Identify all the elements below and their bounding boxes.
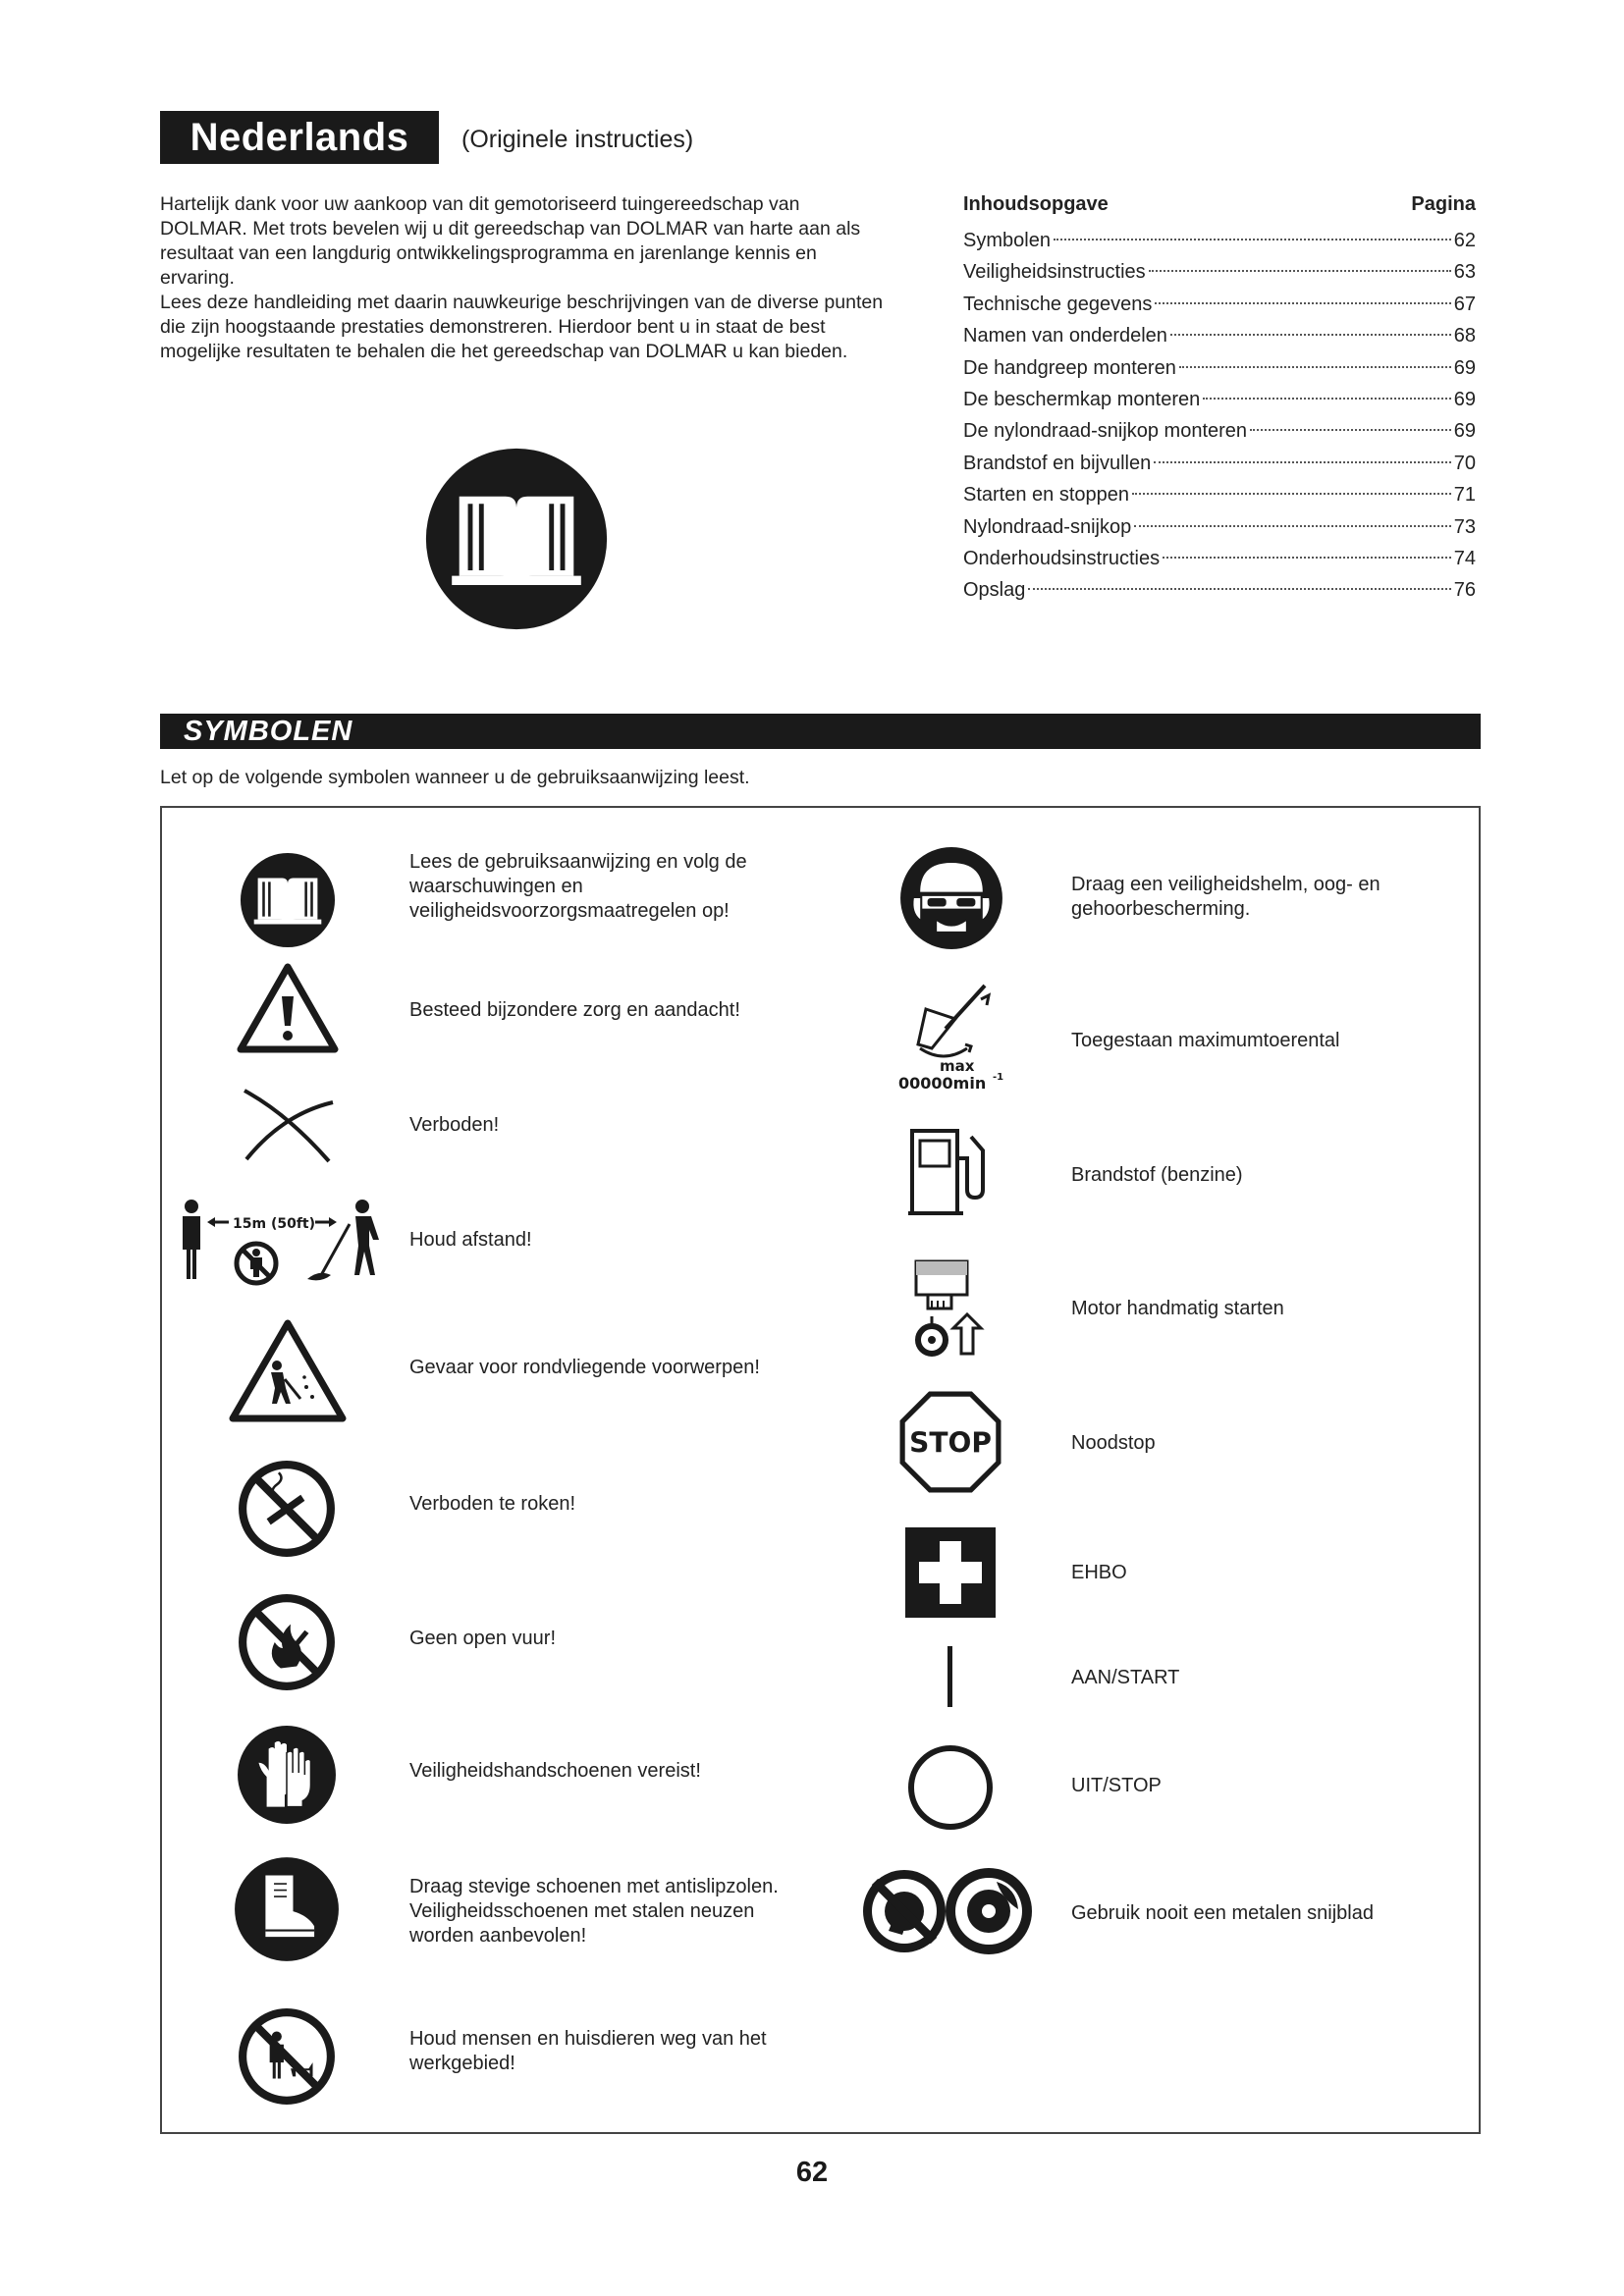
toc-leader-dots [1155,302,1450,304]
toc-item-label: Namen van onderdelen [963,325,1167,347]
symbol-text-stop: Noodstop [1071,1432,1156,1454]
toc-header [963,192,1476,225]
toc-row [963,289,1476,320]
toc-item-page: 63 [1453,261,1476,284]
warning-triangle-icon [237,963,339,1053]
toc-page-label: Pagina [1411,193,1476,215]
symbol-text-off-stop: UIT/STOP [1071,1775,1162,1796]
toc-item-page: 69 [1453,388,1476,410]
section-intro: Let op de volgende symbolen wanneer u de gebruiksaanwijzing leest. [160,767,750,788]
toc-item-label: Veiligheidsinstructies [963,261,1146,284]
symbol-text-no-fire: Geen open vuur! [409,1628,556,1649]
toc-row [963,384,1476,415]
toc-leader-dots [1170,334,1451,336]
max-speed-icon [896,980,1006,1097]
toc-item-label: De nylondraad-snijkop monteren [963,420,1248,443]
toc-leader-dots [1054,239,1451,240]
toc-item-page: 71 [1453,484,1476,507]
toc-item-label: Nylondraad-snijkop [963,515,1132,538]
toc-leader-dots [1028,588,1450,590]
symbol-text-max-speed: Toegestaan maximumtoerental [1071,1030,1340,1051]
toc-list [963,225,1476,607]
no-smoking-icon [237,1459,337,1559]
symbols-box [160,806,1481,2134]
toc-leader-dots [1203,398,1451,400]
symbol-text-fuel: Brandstof (benzine) [1071,1164,1243,1186]
boots-icon [234,1856,340,1962]
max-label: max [940,1057,975,1075]
symbol-text-manual-start: Motor handmatig starten [1071,1298,1284,1319]
section-title: SYMBOLEN [184,716,353,747]
rpm-superscript: -1 [993,1072,1004,1083]
flying-objects-icon [228,1318,348,1424]
no-people-animals-icon [237,2006,337,2107]
toc-leader-dots [1149,270,1451,272]
symbol-text-helmet: Draag een veiligheidshelm, oog- en gehoorbescherming. [1071,874,1380,920]
symbol-text-gloves: Veiligheidshandschoenen vereist! [409,1760,701,1782]
toc-leader-dots [1132,493,1451,495]
toc-item-label: De beschermkap monteren [963,388,1201,410]
toc-item-label: Symbolen [963,230,1051,251]
distance-label: 15m (50ft) [233,1216,316,1232]
no-open-fire-icon [237,1592,337,1692]
toc-row [963,448,1476,479]
toc-leader-dots [1134,525,1451,527]
no-metal-blade-icon [859,1862,1038,1960]
toc-item-label: Opslag [963,579,1026,602]
toc-row [963,256,1476,288]
toc-leader-dots [1163,557,1451,559]
symbol-text-no-metal-blade: Gebruik nooit een metalen snijblad [1071,1902,1374,1924]
toc-row [963,225,1476,256]
toc-item-page: 69 [1453,420,1476,443]
toc-row [963,479,1476,510]
symbol-text-on-start: AAN/START [1071,1667,1180,1688]
helmet-goggles-ear-icon [899,846,1003,950]
manual-start-icon [906,1257,997,1365]
language-badge: Nederlands [160,111,439,164]
toc-item-page: 69 [1453,356,1476,379]
on-start-icon [943,1646,958,1707]
toc-item-label: Starten en stoppen [963,484,1130,507]
toc-item-page: 74 [1453,547,1476,569]
toc-item-page: 70 [1453,452,1476,474]
toc-title: Inhoudsopgave [963,193,1109,215]
toc-item-page: 68 [1453,325,1476,347]
toc-row [963,574,1476,606]
stop-label: STOP [909,1426,992,1460]
intro-paragraph-1: Hartelijk dank voor uw aankoop van dit gemotoriseerd tuingereedschap van DOLMAR. Met trots bevelen wij u dit gereedschap van DOLMAR van harte aan als resultaat van een langdurig ontwikkelingsprogramma en jarenlange kennis en ervaring. [160,193,861,289]
toc-item-label: De handgreep monteren [963,356,1176,379]
manual-icon [240,852,336,948]
toc-row [963,415,1476,447]
toc-leader-dots [1154,461,1451,463]
stop-sign-icon [899,1391,1001,1493]
symbol-text-no-smoking: Verboden te roken! [409,1493,576,1515]
first-aid-icon [905,1527,996,1618]
manual-large-icon [424,447,609,631]
rpm-label: 00000min [898,1074,987,1093]
toc-item-page: 67 [1453,293,1476,315]
toc-leader-dots [1179,366,1451,368]
symbol-text-warning: Besteed bijzondere zorg en aandacht! [409,999,740,1021]
toc-row [963,352,1476,384]
symbol-text-boots: Draag stevige schoenen met antislipzolen. Veiligheidsschoenen met stalen neuzen worden aanbevolen! [409,1876,779,1947]
toc-leader-dots [1250,429,1451,431]
symbol-text-distance: Houd afstand! [409,1229,532,1251]
fuel-pump-icon [906,1125,997,1219]
toc-item-page: 73 [1453,515,1476,538]
toc-item-page: 62 [1453,230,1476,251]
gloves-icon [237,1725,337,1825]
symbol-text-flying-objects: Gevaar voor rondvliegende voorwerpen! [409,1357,760,1378]
toc-row [963,511,1476,543]
symbol-text-first-aid: EHBO [1071,1562,1127,1583]
toc-row [963,543,1476,574]
symbol-text-no-people: Houd mensen en huisdieren weg van het werkgebied! [409,2028,767,2074]
symbol-text-manual: Lees de gebruiksaanwijzing en volg de waarschuwingen en veiligheidsvoorzorgsmaatregelen op! [409,851,747,922]
symbol-text-prohibited: Verboden! [409,1114,500,1136]
section-header [160,714,1481,749]
cross-icon [239,1085,337,1163]
table-of-contents [963,192,1476,607]
toc-item-label: Onderhoudsinstructies [963,547,1161,569]
toc-item-label: Technische gegevens [963,293,1153,315]
intro-text [160,192,892,364]
page-number: 62 [795,2157,829,2188]
off-stop-icon [905,1742,996,1833]
toc-item-page: 76 [1453,579,1476,602]
header-subtitle: (Originele instructies) [461,126,694,153]
toc-item-label: Brandstof en bijvullen [963,452,1152,474]
toc-row [963,320,1476,351]
intro-paragraph-2: Lees deze handleiding met daarin nauwkeurige beschrijvingen van de diverse punten die zijn hoogstaande prestaties demonstreren. Hierdoor bent u in staat de best mogelijke resultaten te behalen die het gereedschap van DOLMAR u kan bieden. [160,292,884,362]
keep-distance-icon [178,1197,404,1295]
